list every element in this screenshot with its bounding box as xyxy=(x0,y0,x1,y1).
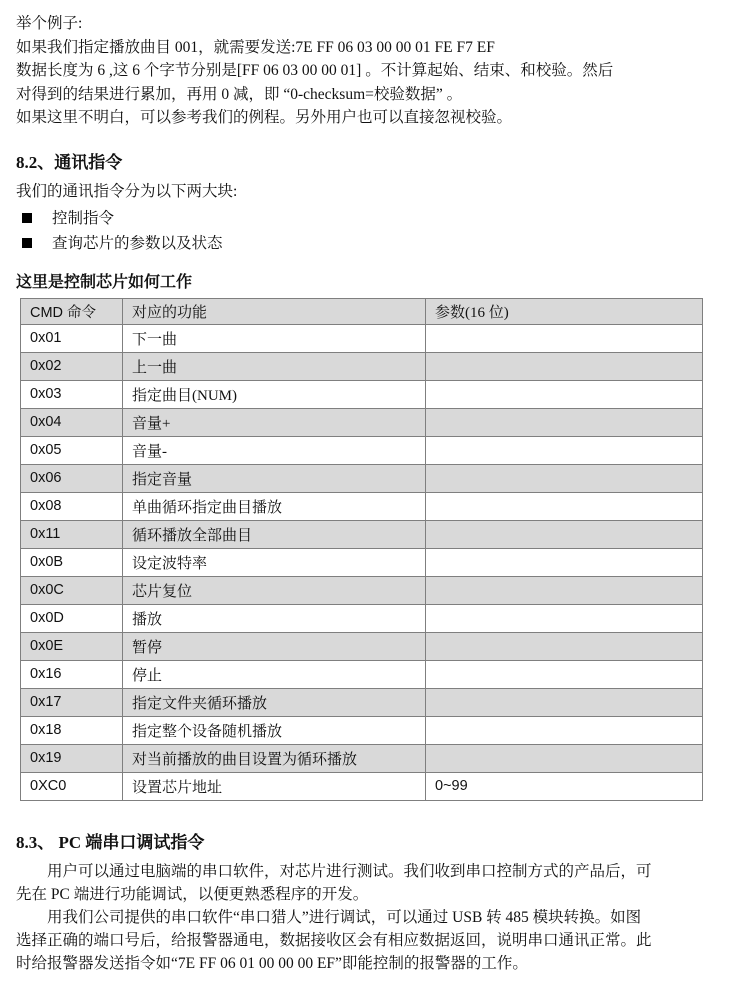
intro-line: 如果我们指定播放曲目 001，就需要发送:7E FF 06 03 00 00 01 FE F7 EF xyxy=(16,38,495,56)
table-cell-param xyxy=(426,380,703,408)
table-row xyxy=(21,324,703,352)
table-row xyxy=(21,548,703,576)
table-cell-cmd: 0x0E xyxy=(21,632,123,660)
command-type-list xyxy=(16,206,734,256)
table-cell-func: 停止 xyxy=(123,660,426,688)
intro-line: 如果这里不明白，可以参考我们的例程。另外用户也可以直接忽视校验。 xyxy=(16,109,513,126)
table-cell-cmd: 0x16 xyxy=(21,660,123,688)
table-cell-cmd: 0x03 xyxy=(21,380,123,408)
table-cell-param: 0~99 xyxy=(426,772,703,800)
table-row xyxy=(21,772,703,800)
column-header: 对应的功能 xyxy=(123,298,426,324)
table-cell-func: 指定文件夹循环播放 xyxy=(123,688,426,716)
black-square-bullet-icon xyxy=(22,238,32,248)
table-cell-func: 上一曲 xyxy=(123,352,426,380)
section-8-2-intro: 我们的通讯指令分为以下两大块: xyxy=(16,182,238,200)
paragraph xyxy=(16,860,734,906)
table-row xyxy=(21,464,703,492)
table-cell-func: 设置芯片地址 xyxy=(123,772,426,800)
list-item xyxy=(16,206,734,231)
paragraph-line: 用我们公司提供的串口软件“串口猎人”进行调试，可以通过 USB 转 485 模块转换。如图 xyxy=(47,908,642,926)
table-cell-param xyxy=(426,604,703,632)
table-cell-cmd: 0x11 xyxy=(21,520,123,548)
table-cell-param xyxy=(426,632,703,660)
table-cell-param xyxy=(426,324,703,352)
table-cell-func: 音量+ xyxy=(123,408,426,436)
table-cell-func: 单曲循环指定曲目播放 xyxy=(123,492,426,520)
section-8-2-heading: 8.2、通讯指令 xyxy=(16,152,123,172)
bullet-label: 查询芯片的参数以及状态 xyxy=(52,234,223,252)
column-header: 参数(16 位) xyxy=(426,298,703,324)
table-row xyxy=(21,604,703,632)
table-row xyxy=(21,408,703,436)
table-row xyxy=(21,520,703,548)
table-cell-func: 指定音量 xyxy=(123,464,426,492)
table-cell-func: 音量- xyxy=(123,436,426,464)
table-row xyxy=(21,576,703,604)
table-cell-param xyxy=(426,744,703,772)
table-cell-cmd: 0x17 xyxy=(21,688,123,716)
table-cell-func: 暂停 xyxy=(123,632,426,660)
black-square-bullet-icon xyxy=(22,213,32,223)
table-cell-func: 芯片复位 xyxy=(123,576,426,604)
table-row xyxy=(21,352,703,380)
paragraph-line: 选择正确的端口号后，给报警器通电，数据接收区会有相应数据返回，说明串口通讯正常。此 xyxy=(16,931,652,949)
paragraph xyxy=(16,906,734,975)
table-row xyxy=(21,660,703,688)
table-cell-cmd: 0x0B xyxy=(21,548,123,576)
table-cell-param xyxy=(426,408,703,436)
table-cell-cmd: 0x05 xyxy=(21,436,123,464)
table-cell-func: 下一曲 xyxy=(123,324,426,352)
intro-line: 对得到的结果进行累加，再用 0 减，即 “0-checksum=校验数据” 。 xyxy=(16,85,463,103)
table-cell-func: 设定波特率 xyxy=(123,548,426,576)
table-row xyxy=(21,716,703,744)
table-row xyxy=(21,492,703,520)
bullet-label: 控制指令 xyxy=(52,209,115,227)
table-row xyxy=(21,688,703,716)
paragraph-line: 先在 PC 端进行功能调试，以便更熟悉程序的开发。 xyxy=(16,885,369,903)
table-cell-param xyxy=(426,688,703,716)
section-8-3-body xyxy=(16,860,734,975)
command-table xyxy=(20,298,703,801)
table-cell-cmd: 0x0D xyxy=(21,604,123,632)
paragraph-line: 时给报警器发送指令如“7E FF 06 01 00 00 00 EF”即能控制的报警器的工作。 xyxy=(16,954,528,972)
table-cell-cmd: 0XC0 xyxy=(21,772,123,800)
paragraph-line: 用户可以通过电脑端的串口软件，对芯片进行测试。我们收到串口控制方式的产品后，可 xyxy=(47,862,652,880)
intro-paragraph xyxy=(16,12,734,130)
table-cell-func: 指定整个设备随机播放 xyxy=(123,716,426,744)
table-cell-param xyxy=(426,464,703,492)
table-cell-param xyxy=(426,576,703,604)
table-cell-cmd: 0x08 xyxy=(21,492,123,520)
intro-line: 举个例子: xyxy=(16,15,83,32)
table-cell-func: 播放 xyxy=(123,604,426,632)
table-cell-cmd: 0x0C xyxy=(21,576,123,604)
list-item xyxy=(16,231,734,256)
table-cell-cmd: 0x19 xyxy=(21,744,123,772)
table-cell-cmd: 0x01 xyxy=(21,324,123,352)
table-cell-func: 循环播放全部曲目 xyxy=(123,520,426,548)
table-header-row xyxy=(21,298,703,324)
table-cell-cmd: 0x02 xyxy=(21,352,123,380)
table-cell-param xyxy=(426,436,703,464)
table-caption: 这里是控制芯片如何工作 xyxy=(16,273,193,291)
table-row xyxy=(21,632,703,660)
intro-line: 数据长度为 6 ,这 6 个字节分别是[FF 06 03 00 00 01] 。不计算起始、结束、和校验。然后 xyxy=(16,62,614,79)
table-cell-param xyxy=(426,352,703,380)
table-cell-func: 指定曲目(NUM) xyxy=(123,380,426,408)
table-cell-param xyxy=(426,520,703,548)
table-cell-cmd: 0x04 xyxy=(21,408,123,436)
table-cell-func: 对当前播放的曲目设置为循环播放 xyxy=(123,744,426,772)
table-cell-cmd: 0x18 xyxy=(21,716,123,744)
column-header: CMD 命令 xyxy=(21,298,123,324)
table-cell-cmd: 0x06 xyxy=(21,464,123,492)
table-row xyxy=(21,436,703,464)
section-8-3-heading: 8.3、 PC 端串口调试指令 xyxy=(16,832,205,852)
table-cell-param xyxy=(426,716,703,744)
table-cell-param xyxy=(426,492,703,520)
table-row xyxy=(21,744,703,772)
table-cell-param xyxy=(426,660,703,688)
table-row xyxy=(21,380,703,408)
table-cell-param xyxy=(426,548,703,576)
